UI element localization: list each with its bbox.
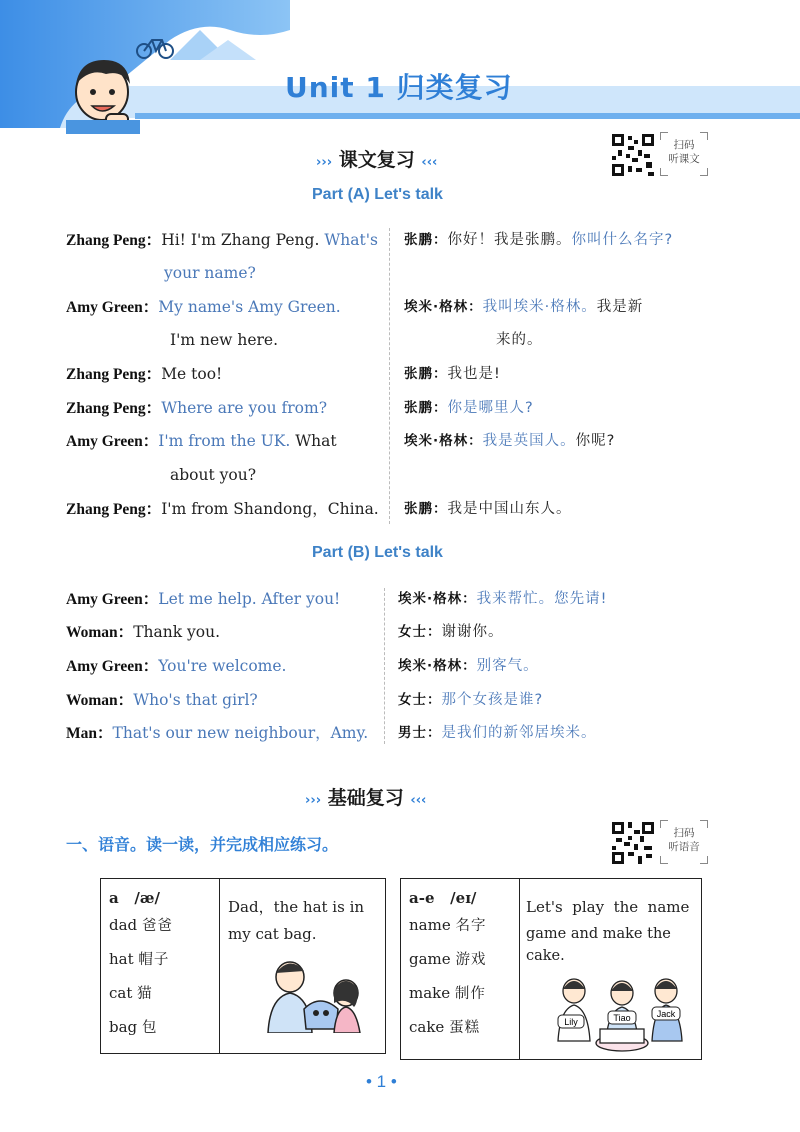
- dialog-text: 你呢?: [575, 433, 616, 449]
- dialog-text-highlight: 那个女孩是谁?: [441, 692, 544, 708]
- dialog-text-highlight: My name's Amy Green.: [158, 298, 341, 316]
- section-title: 课文复习: [338, 149, 415, 171]
- arrows-left-icon: ›››: [305, 793, 322, 808]
- dialog-line-en-cont: about you?: [170, 466, 257, 484]
- dialog-line-zh: [404, 398, 534, 418]
- dialog-text-highlight: You're welcome.: [158, 657, 287, 675]
- dialog-text-highlight: That's our new neighbour，Amy.: [112, 724, 369, 742]
- qr-code-icon[interactable]: [610, 132, 656, 178]
- phonics-word: [109, 1011, 219, 1045]
- phonics-box-a: [100, 878, 386, 1054]
- speaker-name: Man：: [66, 725, 113, 742]
- dialog-line-en: [66, 656, 286, 677]
- part-a-title: Part (A) Let's talk: [312, 186, 443, 203]
- dialog-text-highlight: Who's that girl?: [133, 691, 258, 709]
- name-tag-tiao: Tiao: [613, 1013, 631, 1023]
- speaker-name: 埃米·格林：: [404, 433, 483, 449]
- dialog-line-zh: [398, 622, 504, 642]
- dialog-line-zh: [398, 656, 539, 676]
- speaker-name: 埃米·格林：: [398, 658, 477, 674]
- dialog-line-en: [66, 622, 220, 643]
- speaker-name: 张鹏：: [404, 400, 448, 416]
- dialog-text-highlight: 你叫什么名字?: [571, 232, 674, 248]
- phonics-sentence-line: Let's play the name: [526, 898, 690, 916]
- phonics-word: [109, 909, 219, 943]
- qr-label-line2: 听语音: [668, 841, 700, 853]
- word-en: game: [409, 950, 451, 968]
- dialog-line-en: [66, 398, 327, 419]
- word-en: cat: [109, 984, 133, 1002]
- dialog-text: Me too!: [161, 365, 223, 383]
- word-zh: 包: [141, 1020, 158, 1036]
- column-divider: [384, 588, 385, 744]
- dialog-line-en: [66, 431, 337, 452]
- speaker-name: 埃米·格林：: [398, 591, 477, 607]
- dialog-text-highlight: 是我们的新邻居埃米。: [441, 725, 597, 741]
- qr-label-line2: 听课文: [668, 153, 700, 165]
- qr-code-icon[interactable]: [610, 820, 656, 866]
- word-en: hat: [109, 950, 134, 968]
- dialog-line-en: [66, 589, 340, 610]
- dialog-line-zh: [404, 499, 572, 519]
- speaker-name: 男士：: [398, 725, 442, 741]
- word-zh: 游戏: [455, 952, 487, 968]
- phonics-sentence-cell: [220, 879, 386, 1054]
- dad-and-girl-illustration: [246, 953, 376, 1033]
- dialog-line-en: [66, 690, 258, 711]
- speaker-name: Zhang Peng：: [66, 400, 162, 417]
- kids-with-cake-illustration: [552, 971, 692, 1055]
- word-en: dad: [109, 916, 138, 934]
- phonics-word: [409, 943, 519, 977]
- phonics-word: [109, 943, 219, 977]
- dialog-text: 我是中国山东人。: [447, 501, 572, 517]
- speaker-name: Amy Green：: [66, 658, 159, 675]
- speaker-name: Zhang Peng：: [66, 232, 162, 249]
- dialog-line-en: [66, 364, 222, 385]
- word-zh: 制作: [454, 986, 486, 1002]
- speaker-name: 女士：: [398, 692, 442, 708]
- phonics-letter: a-e: [409, 889, 435, 907]
- dialog-line-zh: [398, 723, 597, 743]
- dialog-text-highlight: Where are you from?: [161, 399, 328, 417]
- phonics-sentence-line: my cat bag.: [228, 925, 317, 943]
- word-zh: 蛋糕: [449, 1020, 481, 1036]
- phonics-pattern: [109, 887, 219, 909]
- qr-label: [662, 138, 706, 166]
- dialog-text: 你好！我是张鹏。: [447, 232, 572, 248]
- arrows-right-icon: ‹‹‹: [421, 155, 438, 170]
- word-zh: 名字: [455, 918, 487, 934]
- dialog-text-highlight: 我叫埃米·格林。: [482, 299, 597, 315]
- dialog-line-en-cont: your name?: [164, 264, 256, 282]
- speaker-name: Woman：: [66, 692, 134, 709]
- word-zh: 帽子: [138, 952, 170, 968]
- speaker-name: Amy Green：: [66, 299, 159, 316]
- speaker-name: 张鹏：: [404, 501, 448, 517]
- dialog-text-highlight: 我是英国人。: [482, 433, 576, 449]
- phonics-word: [409, 909, 519, 943]
- dialog-text-highlight: I'm from the UK.: [158, 432, 291, 450]
- speaker-name: 张鹏：: [404, 366, 448, 382]
- section-title: 基础复习: [327, 787, 404, 809]
- speaker-name: 女士：: [398, 624, 442, 640]
- part-b-title: Part (B) Let's talk: [312, 544, 443, 561]
- phonics-word-list: [101, 879, 220, 1054]
- phonics-ipa: /æ/: [134, 889, 160, 907]
- dialog-text: Thank you.: [133, 623, 221, 641]
- phonics-word: [409, 1011, 519, 1045]
- name-tag-lily: Lily: [564, 1017, 578, 1027]
- speaker-name: 张鹏：: [404, 232, 448, 248]
- word-zh: 猫: [137, 986, 153, 1002]
- phonics-ipa: /eɪ/: [450, 889, 477, 907]
- phonics-word-list: [401, 879, 520, 1060]
- dialog-line-en: [66, 230, 378, 251]
- dialog-line-en: [66, 499, 379, 520]
- bicycle-icon: [136, 34, 174, 60]
- phonics-sentence-line: game and make the cake.: [526, 926, 671, 964]
- dialog-text-highlight: 我来帮忙。您先请!: [476, 591, 608, 607]
- word-zh: 爸爸: [141, 918, 173, 934]
- phonics-word: [109, 977, 219, 1011]
- speaker-name: Zhang Peng：: [66, 366, 162, 383]
- word-en: name: [409, 916, 451, 934]
- qr-label-line1: 扫码: [673, 827, 695, 839]
- phonics-word: [409, 977, 519, 1011]
- page-number: • 1 •: [366, 1072, 397, 1091]
- section-heading-basic-review: [305, 783, 426, 810]
- dialog-text: I'm from Shandong，China.: [161, 500, 379, 518]
- speaker-name: Woman：: [66, 624, 134, 641]
- arrows-left-icon: ›››: [316, 155, 333, 170]
- word-en: make: [409, 984, 451, 1002]
- dialog-text-highlight: 你是哪里人?: [447, 400, 534, 416]
- phonics-sentence-line: Dad，the hat is in: [228, 898, 365, 916]
- dialog-text: 我是新: [596, 299, 644, 315]
- dialog-line-zh: [398, 690, 543, 710]
- dialog-line-en: [66, 297, 341, 318]
- section-heading-lesson-review: [316, 145, 437, 172]
- phonics-pattern: [409, 887, 519, 909]
- dialog-line-en-cont: I'm new here.: [170, 331, 279, 349]
- dialog-text: 我也是!: [447, 366, 501, 382]
- dialog-text: Hi! I'm Zhang Peng.: [161, 231, 325, 249]
- name-tag-jack: Jack: [656, 1009, 676, 1019]
- phonics-sentence-cell: [520, 879, 702, 1060]
- dialog-text-highlight: What's: [324, 231, 378, 249]
- dialog-text: 谢谢你。: [441, 624, 504, 640]
- phonics-box-a-e: [400, 878, 702, 1060]
- dialog-line-zh: [404, 431, 615, 451]
- speaker-name: Amy Green：: [66, 591, 159, 608]
- phonics-letter: a: [109, 889, 119, 907]
- qr-label-line1: 扫码: [673, 139, 695, 151]
- mascot-boy-illustration: [66, 54, 140, 134]
- task-instruction: 一、语音。读一读，并完成相应练习。: [66, 835, 339, 854]
- qr-label: [662, 826, 706, 854]
- column-divider: [389, 228, 390, 524]
- dialog-line-zh-cont: 来的。: [496, 332, 543, 348]
- dialog-line-zh: [404, 364, 501, 384]
- dialog-text-highlight: Let me help. After you!: [158, 590, 341, 608]
- dialog-text: What: [290, 432, 337, 450]
- dialog-line-zh: [398, 589, 607, 609]
- speaker-name: Amy Green：: [66, 433, 159, 450]
- word-en: cake: [409, 1018, 445, 1036]
- word-en: bag: [109, 1018, 138, 1036]
- dialog-line-en: [66, 723, 368, 744]
- speaker-name: 埃米·格林：: [404, 299, 483, 315]
- speaker-name: Zhang Peng：: [66, 501, 162, 518]
- dialog-line-zh: [404, 230, 673, 250]
- dialog-line-zh: [404, 297, 643, 317]
- unit-title: Unit 1 归类复习: [285, 71, 513, 104]
- arrows-right-icon: ‹‹‹: [410, 793, 427, 808]
- dialog-text-highlight: 别客气。: [476, 658, 539, 674]
